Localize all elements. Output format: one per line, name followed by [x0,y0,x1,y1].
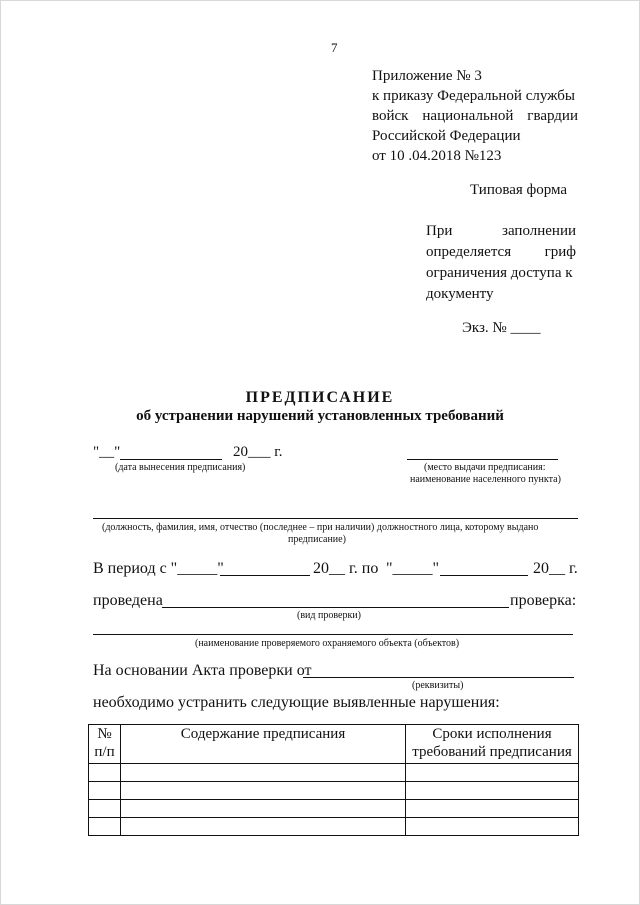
table-cell [406,764,579,782]
object-caption: (наименование проверяемого охраняемого объекта (объектов) [195,638,460,649]
note-row-2 [426,242,576,263]
inspection-caption: (вид проверки) [297,610,361,621]
document-subtitle: об устранении нарушений установленных требований [136,408,504,424]
col-content-header-text: Содержание предписания [180,726,346,742]
object-underline [93,634,573,635]
date-year: 20___ г. [233,444,283,460]
place-caption-1: (место выдачи предписания: [424,462,546,473]
page-number: 7 [331,40,338,55]
date-caption: (дата вынесения предписания) [115,462,246,473]
place-underline [407,459,558,460]
annex-line-2: к приказу Федеральной службы [372,88,576,104]
note-row-4: документу [426,286,494,302]
annex-line-4: Российской Федерации [372,128,521,144]
annex-word-1: войск [372,108,409,124]
annex-block [372,66,578,166]
official-underline [93,518,578,519]
document-title: ПРЕДПИСАНИЕ [245,389,395,406]
inspection-suffix: проверка: [510,592,577,609]
col-deadline-header-1: Сроки исполнения [432,726,552,742]
period-end-underline [440,575,528,576]
form-type: Типовая форма [470,182,568,198]
note-word: гриф [544,244,576,260]
place-caption-2: наименование населенного пункта) [410,474,561,485]
note-word: заполнении [502,223,576,239]
table-row [89,800,579,818]
inspection-underline [162,607,509,608]
act-prefix: На основании Акта проверки от [93,662,312,679]
table-cell [89,818,121,836]
col-number-header-2: п/п [94,744,115,760]
col-number-header [89,725,121,764]
must-fix-text: необходимо устранить следующие выявленные нарушения: [93,694,500,711]
col-deadline-header-2: требований предписания [412,744,572,760]
copy-number: Экз. № ____ [462,320,541,336]
table-cell [89,764,121,782]
period-prefix: В период с "_____" [93,560,224,577]
table-cell [121,782,406,800]
col-deadline-header [406,725,579,764]
act-underline [303,677,574,678]
annex-line-3 [372,106,578,126]
table-cell [121,800,406,818]
access-note [426,221,576,305]
official-caption-1: (должность, фамилия, имя, отчество (последнее – при наличии) должностного лица, которому выдано [102,522,539,533]
table-cell [406,782,579,800]
annex-line-1: Приложение № 3 [372,68,482,84]
note-row-3: ограничения доступа к [426,265,573,281]
date-underline [120,459,222,460]
table-cell [406,800,579,818]
annex-word-3: гвардии [527,108,578,124]
note-word: При [426,223,453,239]
period-start-underline [220,575,310,576]
col-content-header [121,725,406,764]
table-cell [89,782,121,800]
table-row [89,782,579,800]
table-cell [406,818,579,836]
note-word: определяется [426,244,512,260]
violations-table [88,724,579,836]
annex-word-2: национальной [422,108,514,124]
table-cell [121,818,406,836]
note-row-1 [426,221,576,242]
period-end-quote: "_____" [386,560,440,577]
table-row [89,764,579,782]
act-caption: (реквизиты) [412,680,464,691]
table-header-row [89,725,579,764]
inspection-prefix: проведена [93,592,163,609]
table-row [89,818,579,836]
table-cell [121,764,406,782]
period-year-1: 20__ г. по [313,560,379,577]
date-quote: "__" [93,444,121,460]
table-cell [89,800,121,818]
col-number-header-1: № [97,726,112,742]
annex-line-5: от 10 .04.2018 №123 [372,148,502,164]
period-year-2: 20__ г. [533,560,578,577]
official-caption-2: предписание) [288,534,346,545]
